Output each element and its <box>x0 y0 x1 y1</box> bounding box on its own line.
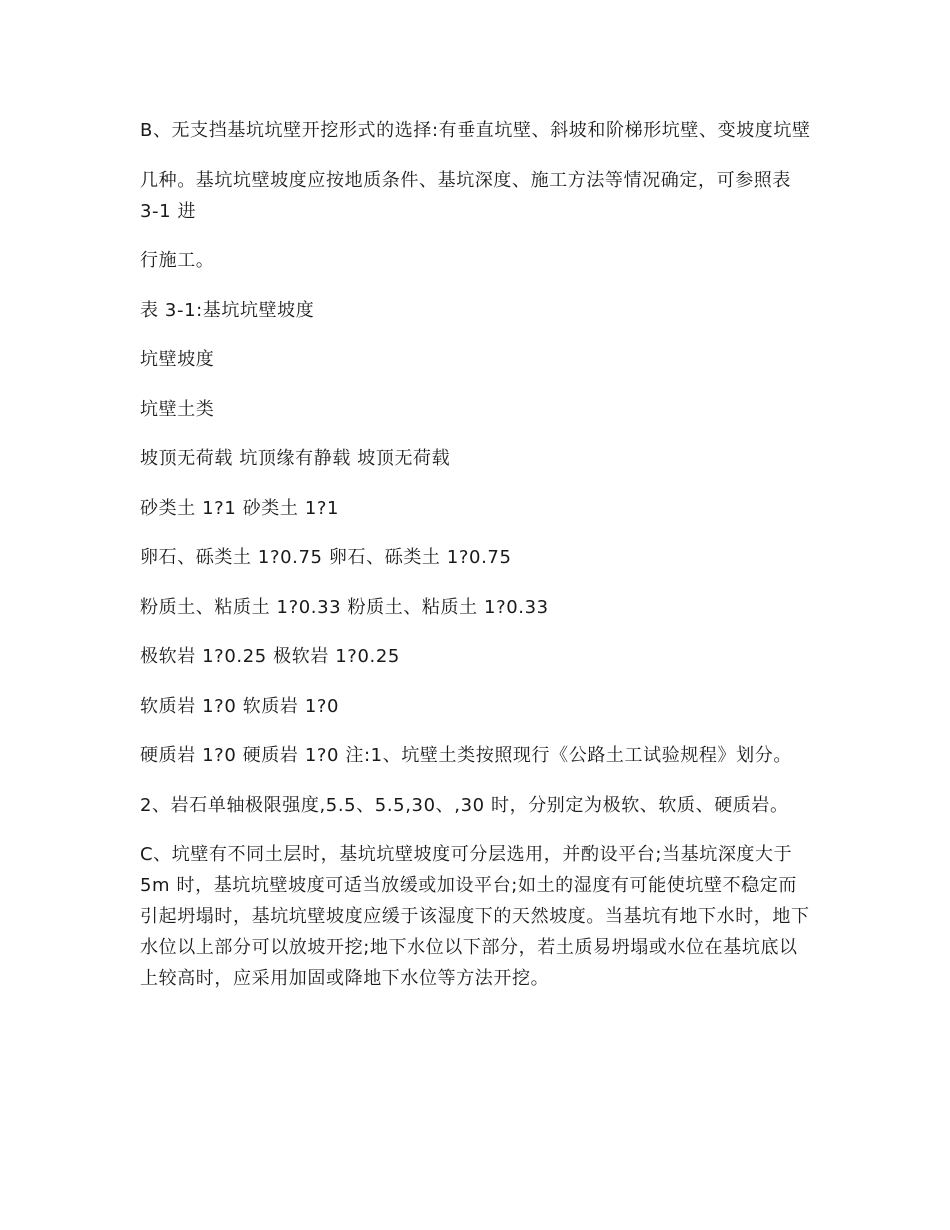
table-row-sand: 砂类土 1?1 砂类土 1?1 <box>140 497 340 519</box>
document-body <box>140 115 815 1013</box>
table-row-soft-rock: 软质岩 1?0 软质岩 1?0 <box>140 695 340 717</box>
note-rock-strength: 2、岩石单轴极限强度,5.5、5.5,30、,30 时，分别定为极软、软质、硬质岩。 <box>140 794 789 816</box>
table-row-silt-clay: 粉质土、粘质土 1?0.33 粉质土、粘质土 1?0.33 <box>140 596 549 618</box>
table-row-very-soft-rock: 极软岩 1?0.25 极软岩 1?0.25 <box>140 646 400 667</box>
paragraph-slope-basis: 几种。基坑坑壁坡度应按地质条件、基坑深度、施工方法等情况确定，可参照表 3-1 进 <box>140 169 791 222</box>
table-row-gravel: 卵石、砾类土 1?0.75 卵石、砾类土 1?0.75 <box>140 547 512 568</box>
table-header-load-conditions: 坡顶无荷载 坑顶缘有静载 坡顶无荷载 <box>140 448 451 469</box>
table-header-slope: 坑壁坡度 <box>140 349 215 370</box>
paragraph-b-intro: B、无支挡基坑坑壁开挖形式的选择:有垂直坑壁、斜坡和阶梯形坑壁、变坡度坑壁 <box>140 120 811 141</box>
table-caption: 表 3-1:基坑坑壁坡度 <box>140 299 315 321</box>
table-header-soil-type: 坑壁土类 <box>140 398 215 420</box>
paragraph-construction: 行施工。 <box>140 250 215 271</box>
table-row-hard-rock-note: 硬质岩 1?0 硬质岩 1?0 注:1、坑壁土类按照现行《公路土工试验规程》划分。 <box>140 745 792 766</box>
paragraph-c-layers: C、坑壁有不同土层时，基坑坑壁坡度可分层选用，并酌设平台;当基坑深度大于 5m 时，基坑坑壁坡度可适当放缓或加设平台;如土的湿度有可能使坑壁不稳定而引起坍塌时，基坑坑壁坡度应缓于该湿度下的天然坡度。当基坑有地下水时，地下水位以上部分可以放坡开挖;地下水位以下部分，若土质易坍塌或水位在基坑底以上较高时，应采用加固或降地下水位等方法开挖。 <box>140 844 810 989</box>
